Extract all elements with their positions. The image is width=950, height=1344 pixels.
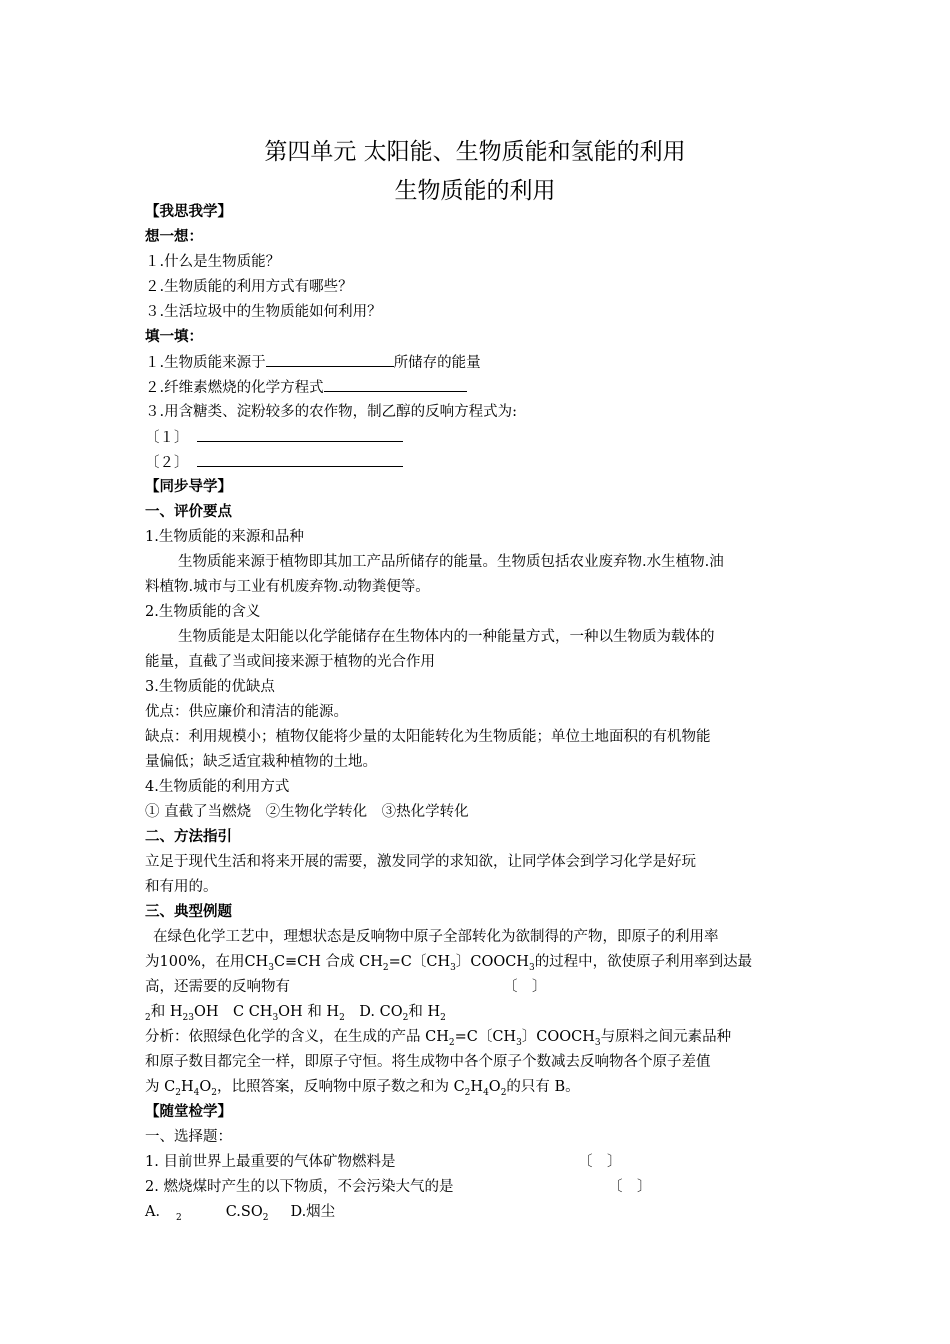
paragraph-line: 在绿色化学工艺中，理想状态是反响物中原子全部转化为欲制得的产物，即原子的利用率: [153, 929, 719, 945]
page-subtitle: 生物质能的利用: [394, 178, 556, 204]
text-run: 分析：依照绿色化学的含义，在生成的产品 CH: [145, 1029, 449, 1045]
text-run: H: [180, 1079, 194, 1095]
point-title: 2.生物质能的含义: [145, 604, 261, 620]
text-run: D.烟尘: [290, 1204, 336, 1220]
options-line: [145, 1202, 335, 1222]
subscript: 4: [483, 1087, 489, 1098]
text-run: H: [470, 1079, 484, 1095]
subscript: 3: [450, 962, 456, 973]
answer-bracket[interactable]: 〔 〕: [578, 1154, 622, 1170]
subscript: 2: [145, 1012, 151, 1023]
section-heading: 【随堂检学】: [145, 1104, 232, 1120]
text-run: 〕COOCH: [455, 954, 529, 970]
paragraph-line: 和有用的。: [145, 879, 218, 895]
subscript: 3: [516, 1037, 522, 1048]
fill-text: 所储存的能量: [393, 355, 481, 371]
fill-item: [145, 352, 481, 373]
text-run: 与原料之间元素品种: [600, 1029, 732, 1045]
subscript: 2: [175, 1087, 181, 1098]
subscript: 23: [182, 1012, 194, 1023]
text-run: =C〔CH: [388, 954, 451, 970]
paragraph-line: 能量，直截了当或间接来源于植物的光合作用: [145, 654, 435, 670]
subscript: 2: [500, 1087, 507, 1098]
section-heading: 【我思我学】: [145, 204, 232, 220]
fill-text: １.生物质能来源于: [145, 355, 266, 371]
subscript: 2: [339, 1012, 345, 1023]
page-title: 第四单元 太阳能、生物质能和氢能的利用: [264, 139, 686, 165]
paragraph-line: ① 直截了当燃烧 ②生物化学转化 ③热化学转化: [145, 804, 469, 820]
think-item: ２.生物质能的利用方式有哪些？: [145, 279, 353, 295]
equation-label: 〔２〕: [145, 455, 189, 471]
paragraph-line: 高，还需要的反响物有: [145, 979, 290, 995]
answer-blank[interactable]: [266, 352, 394, 367]
point-title: 4.生物质能的利用方式: [145, 779, 290, 795]
options-line: [145, 1002, 446, 1022]
paragraph-line: 和原子数目都完全一样，即原子守恒。将生成物中各个原子个数减去反响物各个原子差值: [145, 1054, 711, 1070]
text-run: 和 H: [150, 1004, 183, 1020]
point-title: 1.生物质能的来源和品种: [145, 529, 304, 545]
subscript: 4: [193, 1087, 200, 1098]
subsection-heading: 三、典型例题: [145, 904, 232, 920]
text-run: 〕COOCH: [521, 1029, 595, 1045]
text-run: OH 和 H: [278, 1004, 340, 1020]
fill-item: ３.用含糖类、淀粉较多的农作物，制乙醇的反响方程式为:: [145, 404, 517, 420]
subscript: 3: [272, 1012, 279, 1023]
think-label: 想一想：: [145, 229, 203, 245]
text-run: 为100%，在用CH: [145, 954, 269, 970]
paragraph-line: 料植物.城市与工业有机废弃物.动物粪便等。: [145, 579, 430, 595]
point-title: 3.生物质能的优缺点: [145, 679, 275, 695]
think-item: １.什么是生物质能？: [145, 254, 281, 270]
question: 1. 目前世界上最重要的气体矿物燃料是: [145, 1154, 396, 1170]
text-run: D. CO: [344, 1004, 403, 1020]
text-run: 的过程中，欲使原子利用率到达最: [534, 954, 753, 970]
equation-label: 〔１〕: [145, 430, 189, 446]
paragraph-line: [145, 952, 752, 972]
think-item: ３.生活垃圾中的生物质能如何利用？: [145, 304, 382, 320]
subscript: 2: [464, 1087, 471, 1098]
subsection-heading: 一、评价要点: [145, 504, 232, 520]
text-run: 和 H: [408, 1004, 441, 1020]
equation-line: [145, 452, 403, 473]
subscript: 3: [594, 1037, 601, 1048]
fill-label: 填一填：: [145, 329, 203, 345]
subsection-heading: 一、选择题：: [145, 1129, 232, 1145]
text-run: 的只有 B。: [506, 1079, 580, 1095]
fill-item: [145, 377, 467, 398]
paragraph-line: 优点：供应廉价和清洁的能源。: [145, 704, 348, 720]
subscript: 2: [211, 1087, 217, 1098]
text-run: A．: [145, 1204, 170, 1220]
paragraph-line: 生物质能是太阳能以化学能储存在生物体内的一种能量方式，一种以生物质为载体的: [178, 629, 715, 645]
paragraph-line: [145, 1027, 731, 1047]
subscript: 2: [402, 1012, 409, 1023]
subscript: 3: [268, 962, 274, 973]
answer-bracket[interactable]: 〔 〕: [503, 979, 547, 995]
paragraph-line: 缺点：利用规模小；植物仅能将少量的太阳能转化为生物质能；单位土地面积的有机物能: [145, 729, 711, 745]
subscript: 2: [382, 962, 389, 973]
equation-line: [145, 427, 403, 448]
subscript: 2: [175, 1212, 182, 1223]
fill-text: ２.纤维素燃烧的化学方程式: [145, 380, 324, 396]
subscript: 2: [262, 1212, 269, 1223]
answer-bracket[interactable]: 〔 〕: [608, 1179, 652, 1195]
subscript: 2: [448, 1037, 455, 1048]
subscript: 2: [440, 1012, 446, 1023]
text-run: O: [199, 1079, 212, 1095]
text-run: OH C CH: [193, 1004, 273, 1020]
subscript: 3: [528, 962, 535, 973]
text-run: 为 C: [145, 1079, 176, 1095]
paragraph-line: 生物质能来源于植物即其加工产品所储存的能量。生物质包括农业废弃物.水生植物.油: [178, 554, 724, 570]
question: 2. 燃烧煤时产生的以下物质，不会污染大气的是: [145, 1179, 454, 1195]
text-run: O: [488, 1079, 501, 1095]
text-run: C≡CH 合成 CH: [273, 954, 383, 970]
subsection-heading: 二、方法指引: [145, 829, 232, 845]
answer-blank[interactable]: [324, 377, 467, 392]
text-run: =C〔CH: [454, 1029, 517, 1045]
paragraph-line: 量偏低；缺乏适宜栽种植物的土地。: [145, 754, 377, 770]
answer-blank[interactable]: [197, 452, 403, 467]
paragraph-line: 立足于现代生活和将来开展的需要，激发同学的求知欲，让同学体会到学习化学是好玩: [145, 854, 696, 870]
text-run: C.SO: [225, 1204, 263, 1220]
section-heading: 【同步导学】: [145, 479, 232, 495]
answer-blank[interactable]: [197, 427, 403, 442]
paragraph-line: [145, 1077, 580, 1097]
text-run: ，比照答案，反响物中原子数之和为 C: [216, 1079, 465, 1095]
